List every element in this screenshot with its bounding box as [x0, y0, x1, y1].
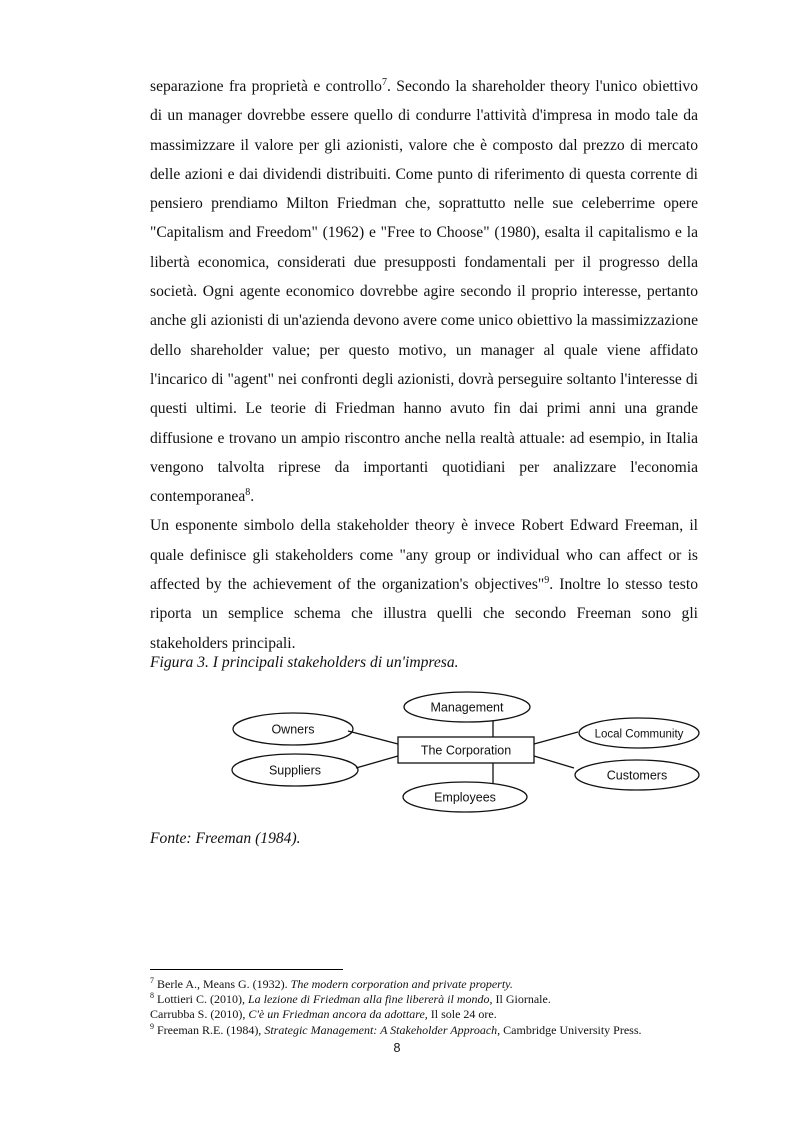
footnote-text: Lottieri C. (2010), — [154, 992, 248, 1007]
footnote-ref-8[interactable]: 8 — [245, 486, 251, 498]
footnote-number: 7 — [150, 976, 154, 985]
footnote-title: Strategic Management: A Stakeholder Approach — [264, 1022, 498, 1037]
footnote-text: Il sole 24 ore. — [427, 1007, 497, 1022]
footnote-text: Berle A., Means G. (1932). — [154, 977, 291, 991]
label-suppliers: Suppliers — [268, 763, 322, 778]
label-local-community: Local Community — [594, 728, 684, 741]
connector-local-community — [534, 732, 578, 744]
footnote-9 — [150, 1023, 710, 1038]
label-the-corporation: The Corporation — [420, 743, 512, 758]
paragraph-text: . Inoltre lo stesso testo riporta un semplice schema che illustra quelli che secondo Freeman sono gli stakeholders principali. — [150, 576, 698, 652]
footnote-text: Carrubba S. (2010), — [150, 1007, 249, 1022]
label-employees: Employees — [434, 790, 496, 805]
page-number: 8 — [393, 1041, 401, 1055]
label-management: Management — [430, 700, 504, 715]
body-text — [150, 72, 698, 658]
footnote-title: C'è un Friedman ancora da adottare, — [248, 1007, 428, 1022]
footnote-8 — [150, 992, 710, 1007]
footnotes — [150, 977, 710, 1038]
label-customers: Customers — [606, 768, 668, 783]
label-owners: Owners — [271, 722, 315, 737]
footnote-number: 8 — [150, 991, 154, 1001]
footnote-number: 9 — [150, 1021, 154, 1031]
paragraph-shareholder-theory — [150, 72, 698, 511]
paragraph-text: . — [250, 488, 255, 506]
footnote-7 — [150, 977, 710, 992]
stakeholder-diagram — [228, 690, 700, 814]
connector-suppliers — [356, 756, 398, 768]
footnote-title: The modern corporation and private property. — [290, 977, 513, 991]
figure-source: Fonte: Freeman (1984). — [150, 830, 301, 847]
paragraph-stakeholder-theory — [150, 511, 698, 657]
connector-customers — [534, 756, 574, 768]
footnote-text: , Il Giornale. — [489, 992, 551, 1007]
paragraph-text: Un esponente simbolo della stakeholder theory è invece Robert Edward Freeman, il quale definisce gli stakeholders come "any group or individual who can affect or is affected by the achievement of the organization's objectives" — [150, 517, 698, 594]
paragraph-text: separazione fra proprietà e controllo — [150, 78, 382, 95]
footnote-8-continued — [150, 1007, 710, 1022]
figure-caption: Figura 3. I principali stakeholders di un'impresa. — [150, 654, 459, 671]
paragraph-text: . Secondo la shareholder theory l'unico obiettivo di un manager dovrebbe essere quello di condurre l'attività d'impresa in modo tale da massimizzare il valore per gli azionisti, valore che è composto dal prezzo di mercato delle azioni e dai dividendi distribuiti. Come punto di riferimento di questa corrente di pensiero prendiamo Milton Friedman che, soprattutto nelle sue celeberrime opere "Capitalism and Freedom" (1962) e "Free to Choose" (1980), esalta il capitalismo e la libertà economica, considerati due presupposti fondamentali per il progresso della società. Ogni agente economico dovrebbe agire secondo il proprio interesse, pertanto anche gli azionisti di un'azienda devono avere come unico obiettivo la massimizzazione dello shareholder value; per questo motivo, un manager al quale viene affidato l'incarico di "agent" nei confronti degli azionisti, dovrà perseguire soltanto l'interesse di questi ultimi. Le teorie di Friedman hanno avuto fin dai primi anni una grande diffusione e trovano un ampio riscontro anche nella realtà attuale: ad esempio, in Italia vengono talvolta riprese da importanti quotidiani per analizzare l'economia contemporanea — [150, 78, 699, 506]
footnote-ref-9[interactable]: 9 — [544, 574, 550, 586]
footnote-text: , Cambridge University Press. — [497, 1022, 642, 1037]
connector-owners — [348, 731, 398, 744]
footnote-separator — [150, 969, 343, 970]
footnote-text: Freeman R.E. (1984), — [154, 1022, 265, 1037]
footnote-title: La lezione di Friedman alla fine libererà il mondo — [247, 992, 490, 1007]
footnote-ref-7[interactable]: 7 — [381, 76, 387, 88]
